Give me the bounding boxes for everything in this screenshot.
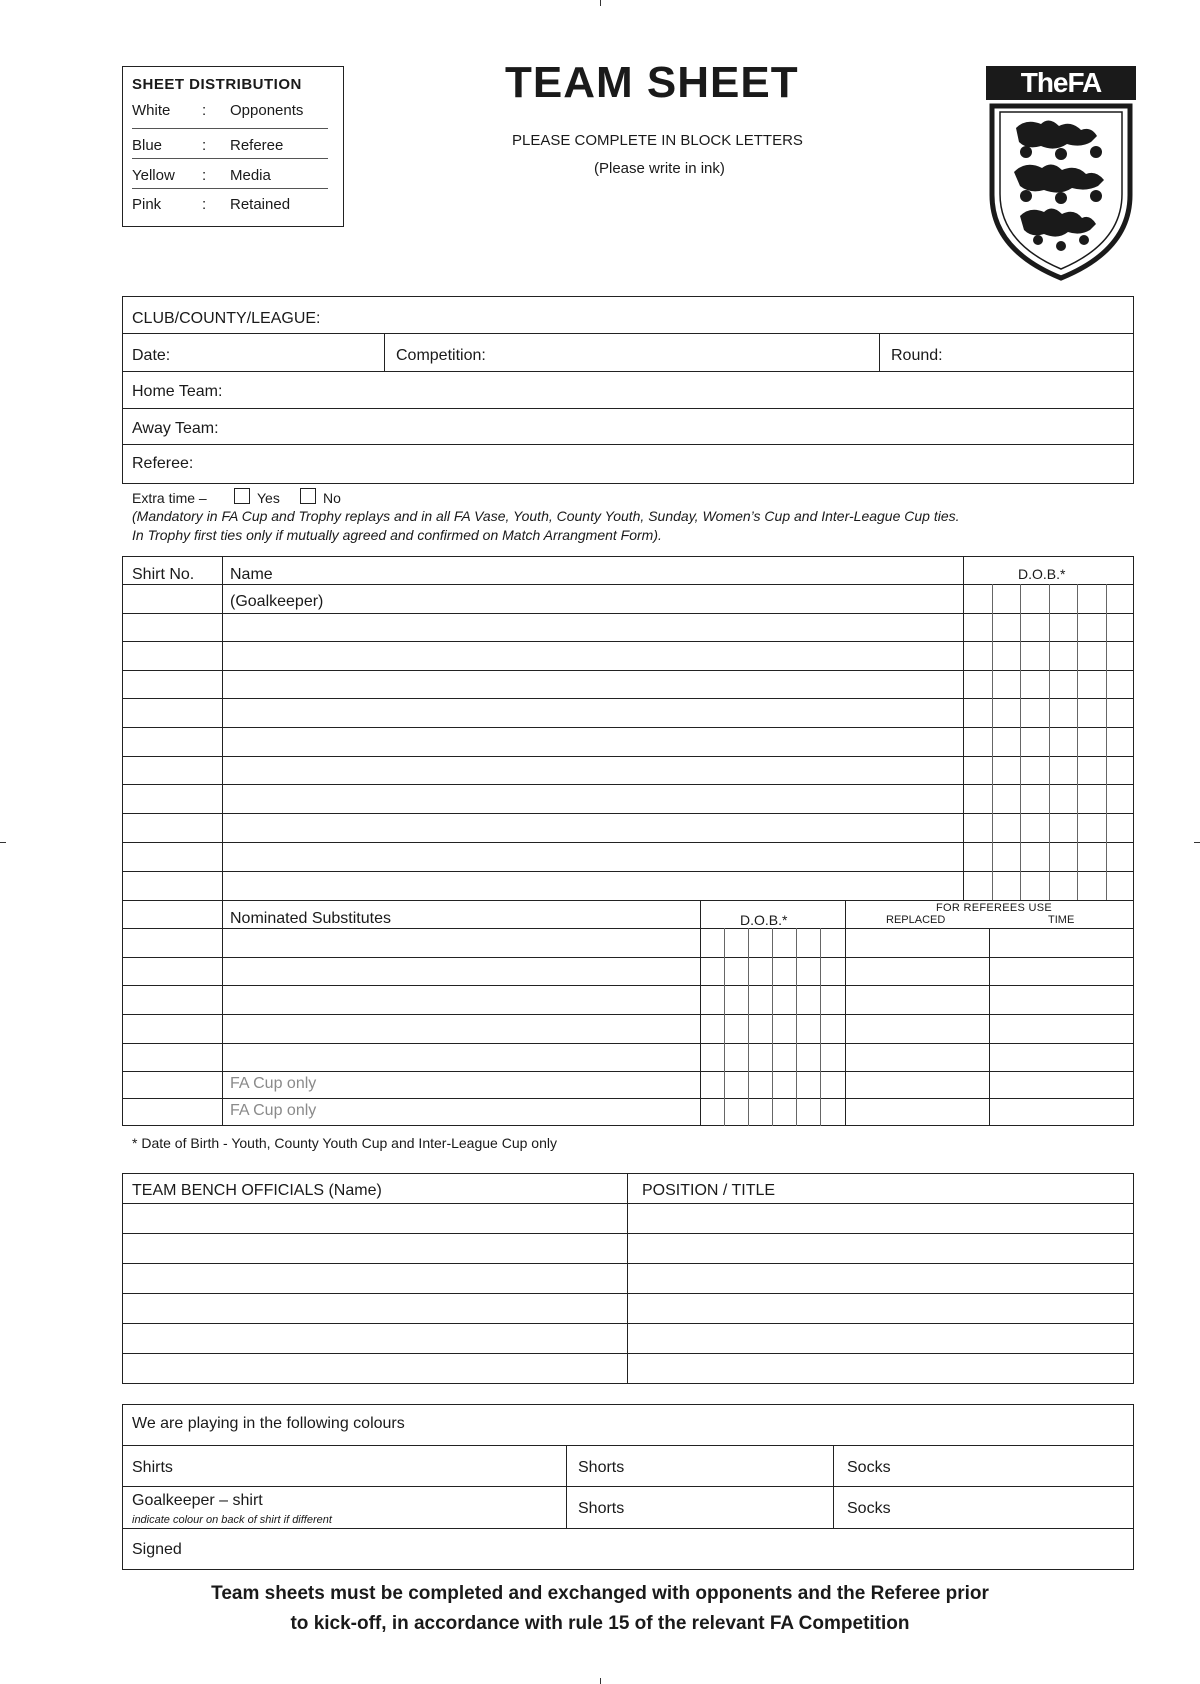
fa-logo-banner: TheFA — [986, 66, 1136, 100]
divider — [122, 444, 1134, 445]
signed-label: Signed — [132, 1541, 182, 1558]
dob-digit-line — [724, 928, 725, 1126]
divider — [122, 333, 1134, 334]
table-row-line — [122, 784, 1134, 785]
ink-note: (Please write in ink) — [594, 160, 725, 177]
table-row-line — [122, 1293, 1134, 1294]
divider — [132, 188, 328, 189]
footer-line: Team sheets must be completed and exchanged with opponents and the Referee prior — [211, 1583, 989, 1604]
crop-mark — [600, 1678, 601, 1684]
extra-time-yes-checkbox[interactable] — [234, 488, 250, 504]
dob-header: D.O.B.* — [1018, 566, 1066, 582]
round-label: Round: — [891, 347, 943, 364]
divider — [132, 128, 328, 129]
divider — [879, 333, 880, 371]
extra-time-yes-label: Yes — [257, 490, 280, 506]
divider — [122, 371, 1134, 372]
table-row-line — [122, 957, 1134, 958]
divider — [132, 158, 328, 159]
substitutes-header: Nominated Substitutes — [230, 910, 391, 927]
table-row-line — [122, 1203, 1134, 1204]
table-row-line — [122, 900, 1134, 901]
shorts-label: Shorts — [578, 1459, 625, 1476]
divider — [122, 1486, 1134, 1487]
gk-shirt-label: Goalkeeper – shirt — [132, 1492, 263, 1509]
three-lions-crest-icon — [986, 100, 1136, 282]
goalkeeper-label: (Goalkeeper) — [230, 593, 324, 610]
table-row-line — [122, 1353, 1134, 1354]
gk-shirt-note: indicate colour on back of shirt if different — [132, 1514, 332, 1526]
table-row-line — [122, 871, 1134, 872]
bench-name-header: TEAM BENCH OFFICIALS (Name) — [132, 1182, 382, 1199]
dob-digit-line — [1106, 584, 1107, 900]
table-row-line — [122, 985, 1134, 986]
table-row-line — [122, 1323, 1134, 1324]
extra-time-note: In Trophy first ties only if mutually agreed and confirmed on Match Arrangment Form). — [132, 527, 662, 543]
fa-cup-only-label: FA Cup only — [230, 1102, 317, 1119]
footer-line: to kick-off, in accordance with rule 15 of the relevant FA Competition — [290, 1613, 910, 1634]
extra-time-label: Extra time – — [132, 490, 207, 506]
dob-column-divider — [963, 556, 964, 900]
table-row-line — [122, 842, 1134, 843]
dob-digit-line — [1020, 584, 1021, 900]
referees-use-divider — [845, 900, 846, 1126]
divider — [122, 1445, 1134, 1446]
dob-digit-line — [820, 928, 821, 1126]
table-row-line — [122, 1014, 1134, 1015]
table-row-line — [122, 1098, 1134, 1099]
table-row-line — [122, 756, 1134, 757]
table-row-line — [122, 1043, 1134, 1044]
table-row-line — [122, 1263, 1134, 1264]
subs-dob-divider — [700, 900, 701, 1126]
dob-digit-line — [1077, 584, 1078, 900]
table-row-line — [122, 1071, 1134, 1072]
dob-digit-line — [772, 928, 773, 1126]
gk-shorts-label: Shorts — [578, 1500, 625, 1517]
home-team-label: Home Team: — [132, 383, 223, 400]
table-row-line — [122, 1233, 1134, 1234]
table-row-line — [122, 641, 1134, 642]
date-label: Date: — [132, 347, 171, 364]
table-row-line — [122, 584, 1134, 585]
extra-time-no-label: No — [323, 490, 341, 506]
page-title: TEAM SHEET — [505, 58, 799, 107]
dob-digit-line — [748, 928, 749, 1126]
table-row-line — [122, 698, 1134, 699]
distribution-row: Blue : Referee — [132, 137, 284, 154]
time-label: TIME — [1048, 914, 1075, 926]
dob-digit-line — [992, 584, 993, 900]
colours-heading: We are playing in the following colours — [132, 1415, 405, 1432]
shirts-label: Shirts — [132, 1459, 173, 1476]
page-subtitle: PLEASE COMPLETE IN BLOCK LETTERS — [512, 132, 803, 149]
referee-label: Referee: — [132, 455, 194, 472]
referees-use-label: FOR REFEREES USE — [936, 902, 1053, 914]
crop-mark — [1194, 842, 1200, 843]
divider — [384, 333, 385, 371]
distribution-row: Yellow : Media — [132, 167, 271, 184]
subs-dob-header: D.O.B.* — [740, 912, 788, 928]
fa-logo — [986, 66, 1136, 282]
sheet-distribution-title: SHEET DISTRIBUTION — [132, 76, 302, 93]
bench-position-header: POSITION / TITLE — [642, 1182, 776, 1199]
table-row-line — [122, 928, 1134, 929]
crop-mark — [600, 0, 601, 6]
table-row-line — [122, 670, 1134, 671]
dob-digit-line — [796, 928, 797, 1126]
distribution-row: Pink : Retained — [132, 196, 291, 213]
dob-footnote: * Date of Birth - Youth, County Youth Cup and Inter-League Cup only — [132, 1135, 557, 1151]
socks-label: Socks — [847, 1459, 891, 1476]
divider — [122, 1528, 1134, 1529]
gk-socks-label: Socks — [847, 1500, 891, 1517]
table-row-line — [122, 813, 1134, 814]
crop-mark — [0, 842, 6, 843]
fa-cup-only-label: FA Cup only — [230, 1075, 317, 1092]
extra-time-note: (Mandatory in FA Cup and Trophy replays and in all FA Vase, Youth, County Youth, Sunday, Women’s Cup and Inter-League Cup ties. — [132, 508, 960, 524]
divider — [122, 408, 1134, 409]
name-header: Name — [230, 566, 273, 583]
shirt-no-header: Shirt No. — [132, 566, 195, 583]
table-row-line — [122, 727, 1134, 728]
distribution-row: White : Opponents — [132, 102, 304, 119]
extra-time-no-checkbox[interactable] — [300, 488, 316, 504]
competition-label: Competition: — [396, 347, 486, 364]
table-row-line — [122, 613, 1134, 614]
club-label: CLUB/COUNTY/LEAGUE: — [132, 310, 321, 327]
away-team-label: Away Team: — [132, 420, 219, 437]
dob-digit-line — [1049, 584, 1050, 900]
replaced-label: REPLACED — [886, 914, 946, 926]
